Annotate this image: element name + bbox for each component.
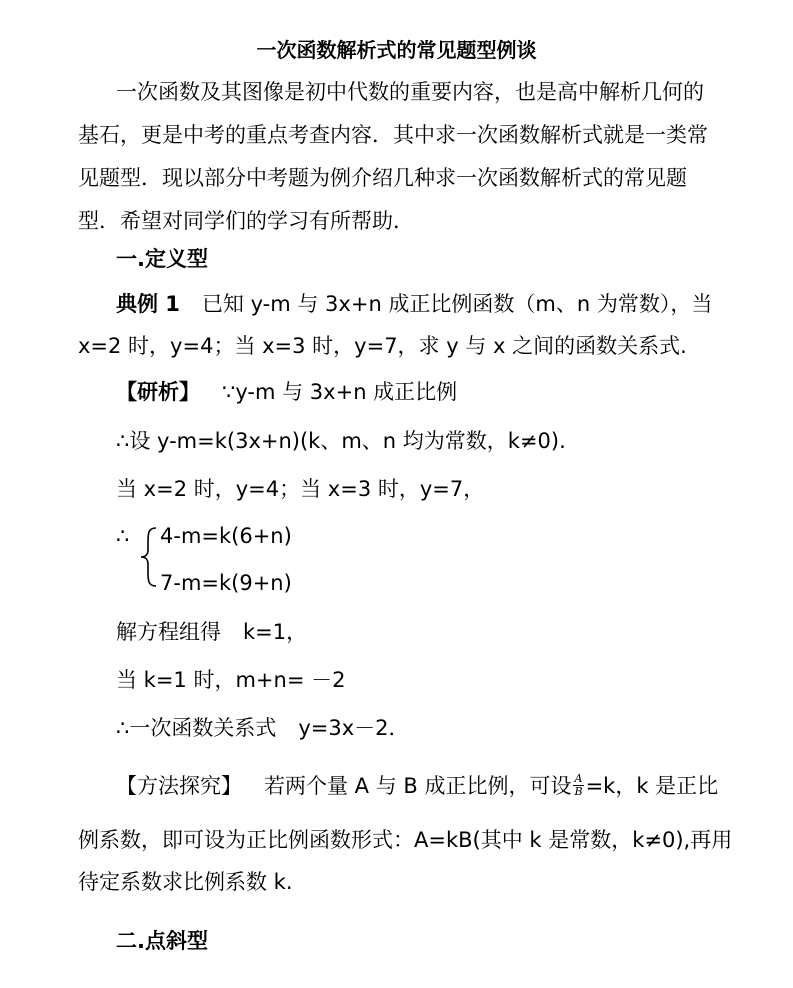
step-line-1: ∴设 y-m=k(3x+n)(k、m、n 均为常数，k≠0). (116, 429, 566, 453)
example-line-1 (116, 290, 712, 318)
analysis-label: 【研析】 (116, 380, 200, 404)
equation-1: 4-m=k(6+n) (160, 524, 292, 548)
step-line-3: 当 k=1 时，m+n= －2 (116, 668, 346, 692)
method-text-b: =k，k 是正比 (585, 774, 719, 798)
equation-2: 7-m=k(9+n) (160, 571, 292, 595)
analysis-line (116, 378, 457, 406)
solve-line (116, 618, 307, 646)
example-line-2: x=2 时，y=4；当 x=3 时，y=7，求 y 与 x 之间的函数关系式. (78, 334, 687, 358)
conclusion-label: ∴一次函数关系式 (116, 716, 277, 740)
therefore-symbol: ∴ (116, 524, 130, 548)
section-heading-point-slope: 二.点斜型 (116, 929, 208, 953)
page-title: 一次函数解析式的常见题型例谈 (256, 38, 537, 62)
step-line-2: 当 x=2 时，y=4；当 x=3 时，y=7， (116, 477, 485, 501)
intro-line-4: 型．希望对同学们的学习有所帮助． (78, 209, 414, 233)
solve-label: 解方程组得 (116, 620, 221, 644)
conclusion-value: y=3x－2． (298, 716, 410, 740)
method-line-3: 待定系数求比例系数 k. (78, 870, 293, 894)
method-line-1 (116, 772, 718, 800)
equation-brace-icon (138, 526, 160, 588)
analysis-text: ∵y-m 与 3x+n 成正比例 (222, 380, 458, 404)
fraction-a-over-b (573, 773, 583, 798)
conclusion-line (116, 714, 410, 742)
example-label: 典例 1 (116, 292, 180, 316)
intro-line-3: 见题型．现以部分中考题为例介绍几种求一次函数解析式的常见题 (78, 166, 687, 190)
fraction-numerator: A (574, 771, 583, 785)
section-heading-definition: 一.定义型 (116, 247, 208, 271)
solve-value: k=1， (243, 620, 308, 644)
example-text-1: 已知 y-m 与 3x+n 成正比例函数（m、n 为常数），当 (201, 292, 713, 316)
intro-line-2: 基石，更是中考的重点考查内容．其中求一次函数解析式就是一类常 (78, 123, 708, 147)
intro-line-1: 一次函数及其图像是初中代数的重要内容，也是高中解析几何的 (116, 80, 704, 104)
method-text-a: 若两个量 A 与 B 成正比例，可设 (264, 774, 572, 798)
method-line-2: 例系数，即可设为正比例函数形式：A=kB(其中 k 是常数，k≠0),再用 (78, 828, 733, 852)
method-label: 【方法探究】 (116, 774, 242, 798)
fraction-denominator: B (574, 784, 583, 798)
